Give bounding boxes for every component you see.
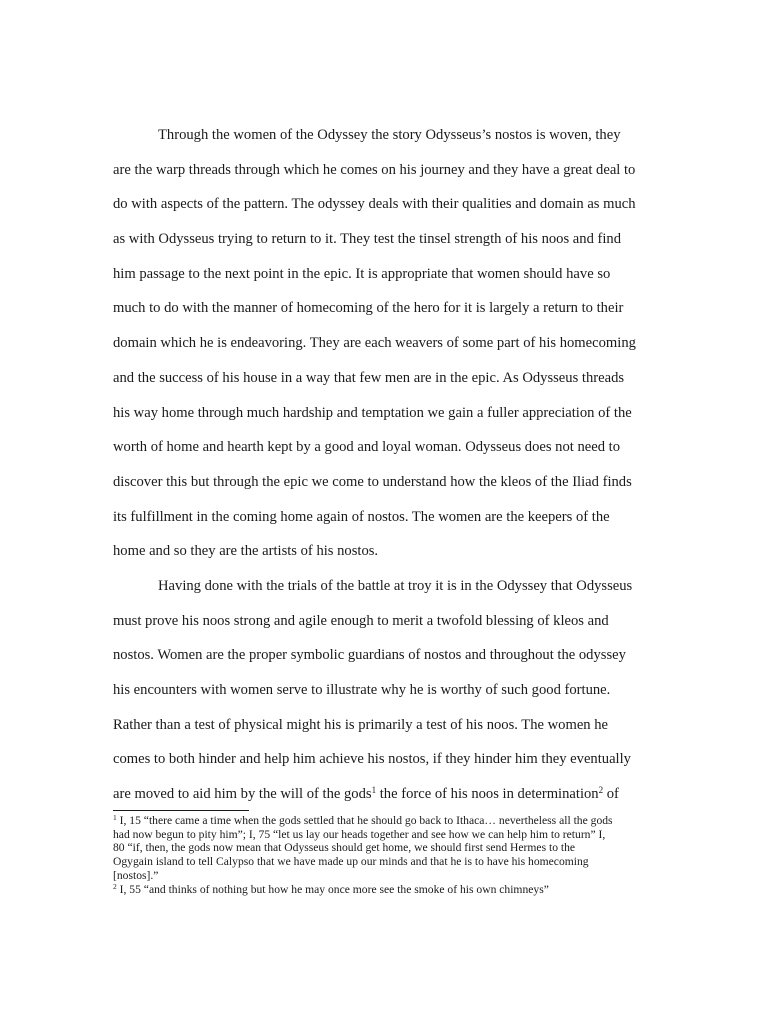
paragraph-1-line-13: home and so they are the artists of his nostos. xyxy=(113,543,379,560)
paragraph-1-line-5: him passage to the next point in the epic. It is appropriate that women should have so xyxy=(113,265,611,282)
paragraph-1-line-9: his way home through much hardship and temptation we gain a fuller appreciation of the xyxy=(113,404,632,421)
paragraph-2-line-7-part-3: of xyxy=(603,786,619,803)
paragraph-2-line-5: Rather than a test of physical might his is primarily a test of his noos. The women he xyxy=(113,716,609,733)
paragraph-1-line-8: and the success of his house in a way that few men are in the epic. As Odysseus threads xyxy=(113,369,625,386)
footnotes xyxy=(113,814,658,896)
paragraph-1-line-2: are the warp threads through which he comes on his journey and they have a great deal to xyxy=(113,161,636,178)
footnote-reference-1[interactable]: 1 xyxy=(371,785,377,796)
paragraph-1-line-11: discover this but through the epic we come to understand how the kleos of the Iliad finds xyxy=(113,473,632,490)
paragraph-2-line-2: must prove his noos strong and agile enough to merit a twofold blessing of kleos and xyxy=(113,612,609,629)
footnote-1-line-5: [nostos].” xyxy=(113,868,159,882)
footnote-1-line-4: Ogygain island to tell Calypso that we have made up our minds and that he is to have his homecoming xyxy=(113,855,589,869)
footnote-1-line-3: 80 “if, then, the gods now mean that Odysseus should get home, we should first send Hermes to the xyxy=(113,841,576,855)
paragraph-2-line-7-part-1: are moved to aid him by the will of the gods xyxy=(113,786,372,803)
paragraph-1-line-7: domain which he is endeavoring. They are each weavers of some part of his homecoming xyxy=(113,335,636,352)
footnote-separator xyxy=(113,810,249,811)
paragraph-2-line-7-part-2: the force of his noos in determination xyxy=(376,786,599,803)
footnote-1-line-1 xyxy=(113,814,658,828)
footnote-1-line-1-text: I, 15 “there came a time when the gods settled that he should go back to Ithaca… nevertheless all the gods xyxy=(116,814,613,827)
footnote-2 xyxy=(113,883,658,897)
paragraph-1-line-12: its fulfillment in the coming home again of nostos. The women are the keepers of the xyxy=(113,508,610,525)
paragraph-1-line-6: much to do with the manner of homecoming of the hero for it is largely a return to their xyxy=(113,300,624,317)
paragraph-1-line-4: as with Odysseus trying to return to it. They test the tinsel strength of his noos and find xyxy=(113,231,622,248)
footnote-2-line-1 xyxy=(113,883,658,897)
paragraph-2-line-7 xyxy=(113,777,653,812)
paragraph-1-line-1: Through the women of the Odyssey the story Odysseus’s nostos is woven, they xyxy=(158,127,621,143)
paragraph-1-line-3: do with aspects of the pattern. The odyssey deals with their qualities and domain as much xyxy=(113,196,636,213)
footnote-reference-2[interactable]: 2 xyxy=(598,785,604,796)
paragraph-2-line-4: his encounters with women serve to illustrate why he is worthy of such good fortune. xyxy=(113,682,611,698)
footnote-1 xyxy=(113,814,658,883)
footnote-1-line-2: had now begun to pity him”; I, 75 “let us lay our heads together and see how we can help him to return” I, xyxy=(113,827,606,841)
paragraph-2-line-3: nostos. Women are the proper symbolic guardians of nostos and throughout the odyssey xyxy=(113,647,626,664)
footnote-2-line-1-text: I, 55 “and thinks of nothing but how he may once more see the smoke of his own chimneys” xyxy=(116,882,549,896)
paragraph-2-line-6: comes to both hinder and help him achieve his nostos, if they hinder him they eventually xyxy=(113,751,631,768)
paragraph-1-line-10: worth of home and hearth kept by a good and loyal woman. Odysseus does not need to xyxy=(113,439,621,456)
footnote-1-mark: 1 xyxy=(113,813,117,822)
body-text xyxy=(113,118,653,812)
footnote-2-mark: 2 xyxy=(113,881,117,891)
paragraph-2-line-1: Having done with the trials of the battle at troy it is in the Odyssey that Odysseus xyxy=(158,577,633,594)
